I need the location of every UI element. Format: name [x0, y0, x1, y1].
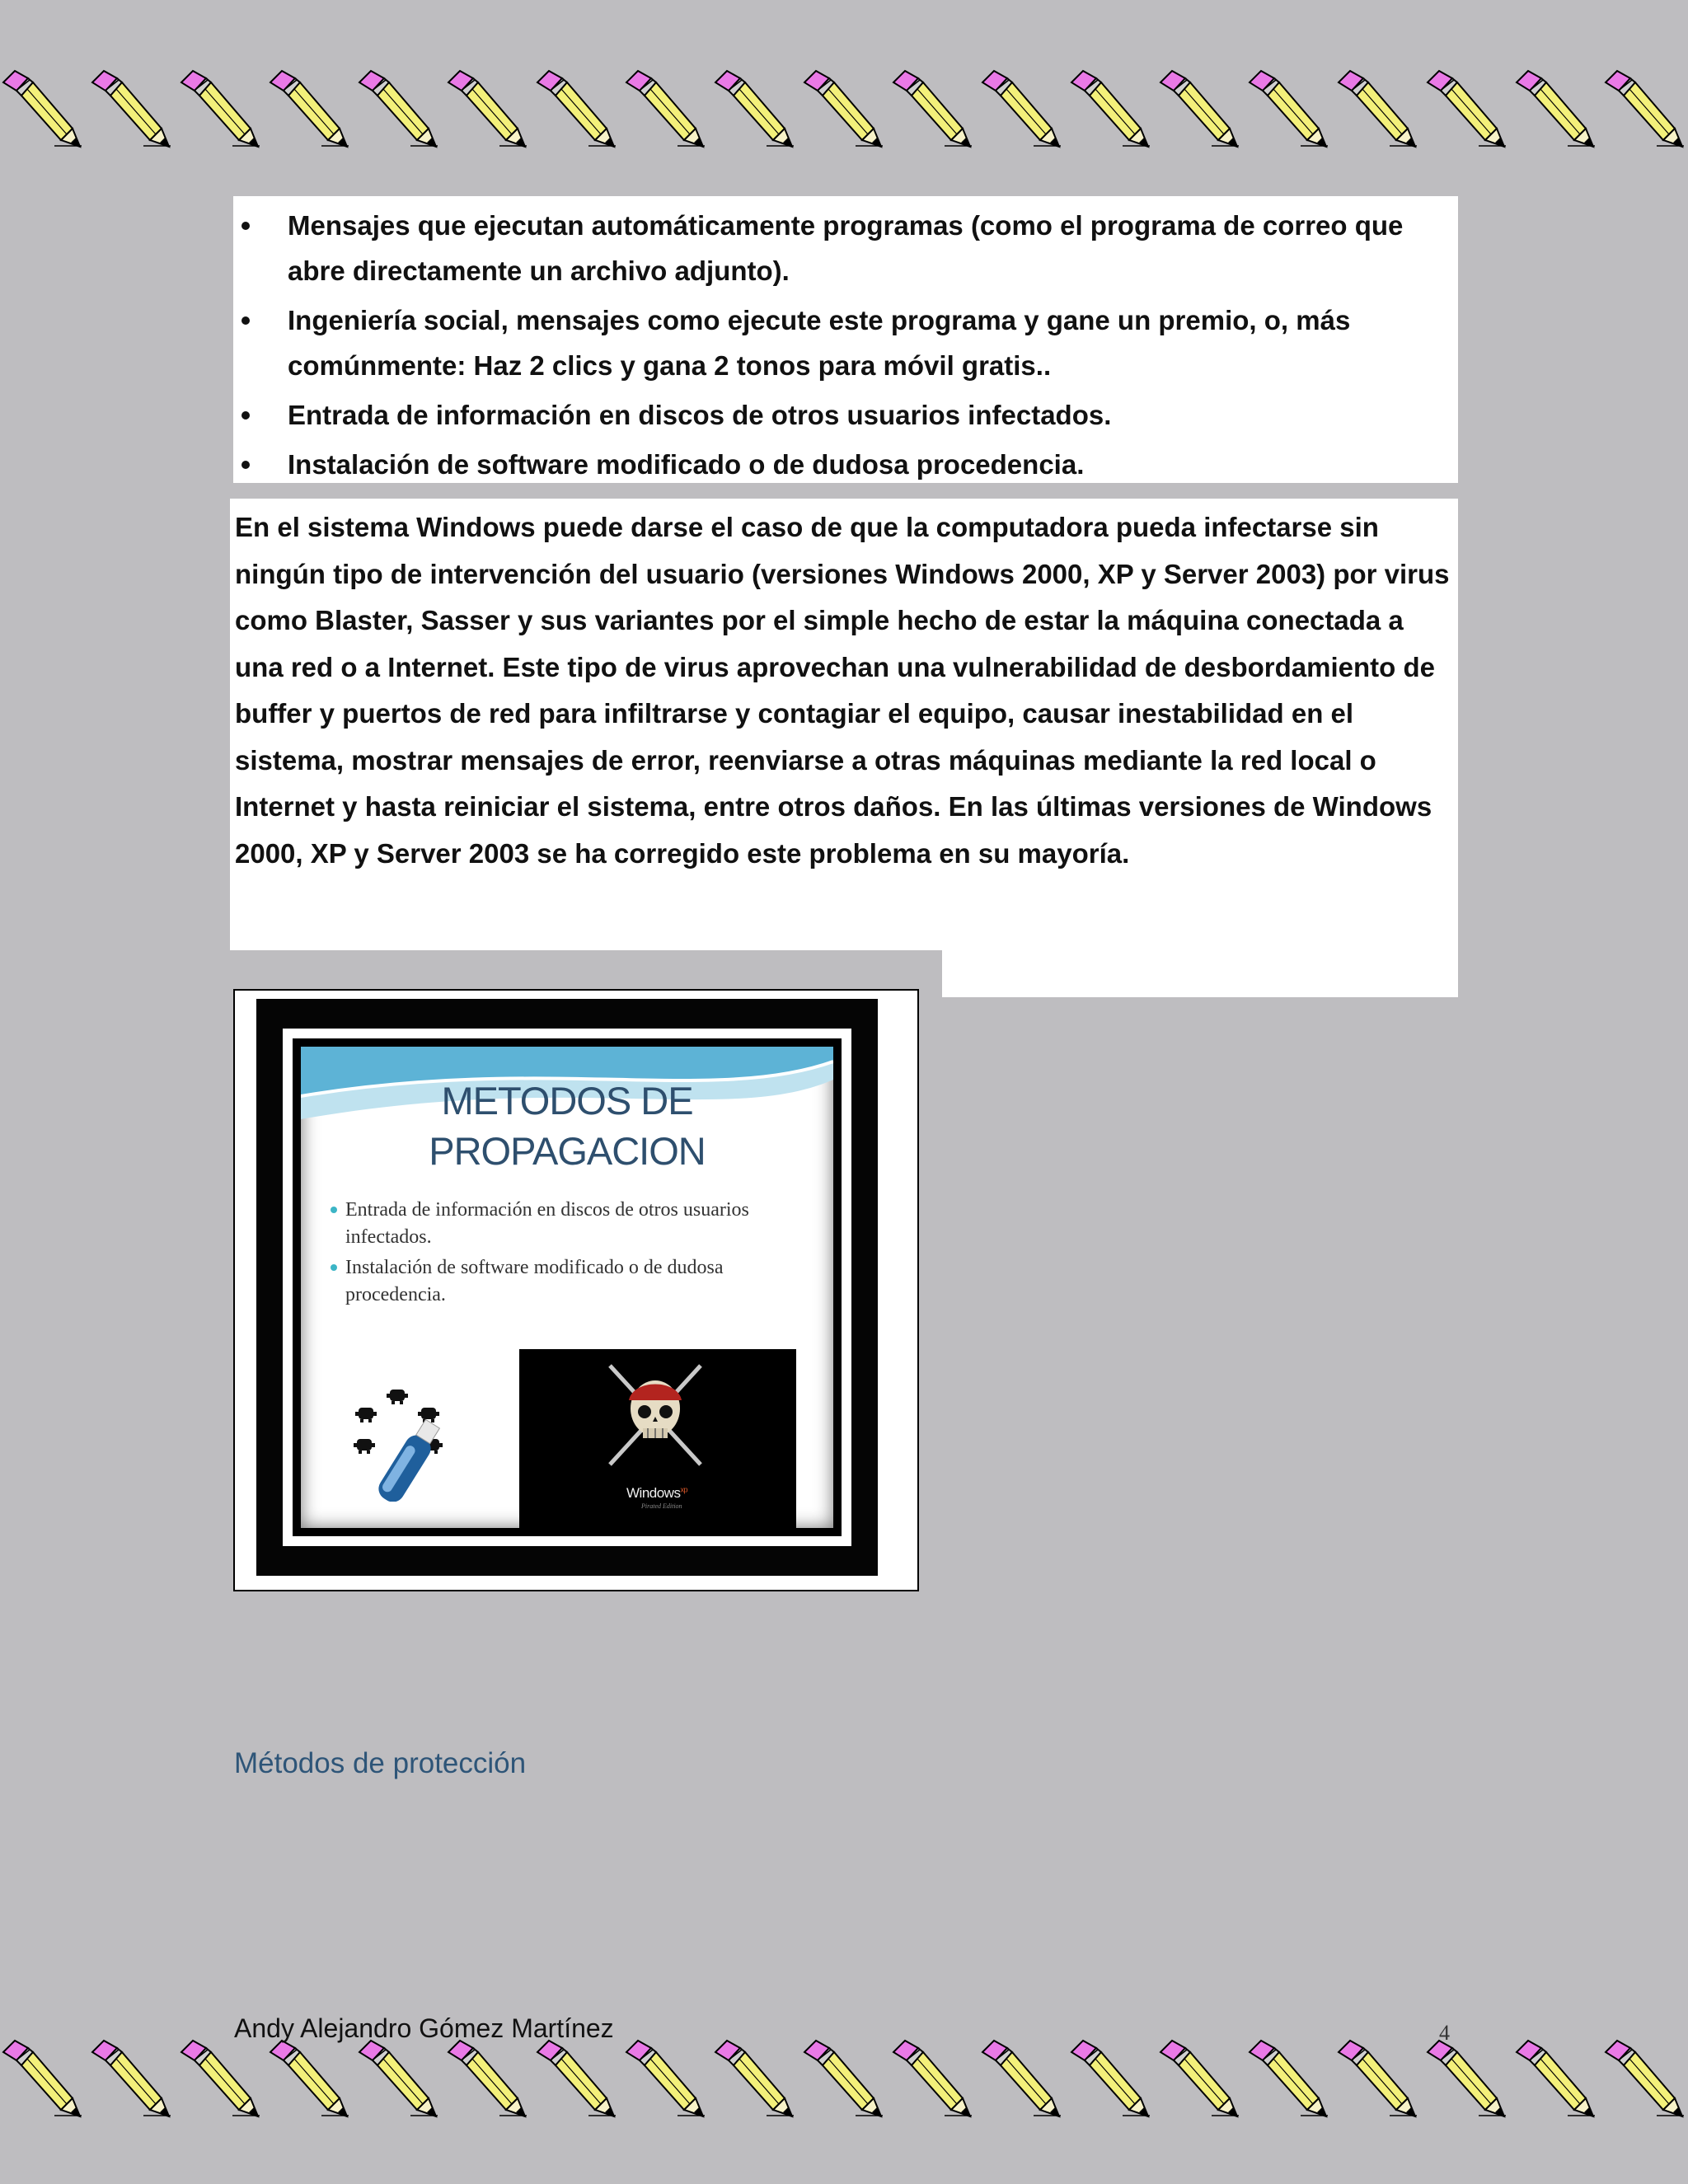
bullet-list	[233, 203, 1448, 487]
pirate-windows-image	[519, 1349, 796, 1528]
pencil-icon	[1157, 2036, 1240, 2118]
list-item-text: Instalación de software modificado o de dudosa procedencia.	[288, 449, 1085, 480]
bullet-icon	[241, 222, 250, 230]
list-item	[233, 392, 1448, 438]
list-item	[233, 203, 1448, 293]
pencil-icon	[1602, 66, 1685, 148]
slide-bullet-icon	[331, 1264, 337, 1271]
slide-inner-border	[293, 1038, 842, 1536]
pencil-icon	[1068, 66, 1151, 148]
pencil-icon	[534, 66, 617, 148]
pencil-icon	[1246, 2036, 1329, 2118]
footer-author: Andy Alejandro Gómez Martínez	[234, 2013, 614, 2043]
bullet-icon	[241, 411, 250, 419]
pencil-icon	[178, 2036, 260, 2118]
list-item-text: Ingeniería social, mensajes como ejecute este programa y gane un premio, o, más comúnmente: Haz 2 clics y gana 2 tonos para móvil gratis..	[288, 305, 1351, 381]
usb-drive-icon	[350, 1386, 457, 1502]
pencil-icon	[1335, 2036, 1418, 2118]
pencil-icon	[1513, 2036, 1596, 2118]
pencil-icon	[356, 2036, 438, 2118]
slide-bullet-item	[331, 1254, 804, 1309]
slide-bullet-item	[331, 1197, 804, 1251]
section-heading: Métodos de protección	[234, 1747, 527, 1779]
windows-edition-text: Pirated Edition	[641, 1502, 682, 1510]
slide-content	[301, 1047, 833, 1528]
pencil-icon	[1157, 66, 1240, 148]
bullet-icon	[241, 316, 250, 325]
slide-title-line-1: METODOS DE	[441, 1079, 693, 1122]
pencil-icon	[1246, 66, 1329, 148]
slide-image	[233, 989, 919, 1591]
pencil-icon	[445, 66, 528, 148]
slide-white-border	[283, 1029, 851, 1546]
list-item-text: Mensajes que ejecutan automáticamente programas (como el programa de correo que abre directamente un archivo adjunto).	[288, 210, 1404, 286]
pencil-icon	[534, 2036, 617, 2118]
slide-bullet-text: Entrada de información en discos de otros usuarios infectados.	[345, 1199, 749, 1248]
list-item-text: Entrada de información en discos de otros usuarios infectados.	[288, 400, 1112, 430]
list-item	[233, 442, 1448, 487]
pencil-icon	[1424, 66, 1507, 148]
pencil-icon	[979, 66, 1062, 148]
pencil-icon	[267, 66, 349, 148]
bullet-list-box	[233, 196, 1458, 483]
slide-outer-border	[256, 999, 878, 1576]
pencil-icon	[890, 2036, 973, 2118]
paragraph-text: En el sistema Windows puede darse el caso de que la computadora pueda infectarse sin ningún tipo de intervención del usuario (versiones Windows 2000, XP y Server 2003) por virus como Blaster, Sasser y sus variantes por el simple hecho de estar la máquina conectada a una red o a Internet. Este tipo de virus aprovechan una vulnerabilidad de desbordamiento de buffer y puertos de red para infiltrarse y contagiar el equipo, causar inestabilidad en el sistema, mostrar mensajes de error, reenviarse a otras máquinas mediante la red local o Internet y hasta reiniciar el sistema, entre otros daños. En las últimas versiones de Windows 2000, XP y Server 2003 se ha corregido este problema en su mayoría.	[235, 512, 1450, 869]
slide-bullet-list	[331, 1197, 804, 1312]
list-item	[233, 298, 1448, 388]
pencil-icon	[623, 66, 706, 148]
pencil-icon	[1424, 2036, 1507, 2118]
pencil-icon	[178, 66, 260, 148]
pencil-border-bottom	[0, 2036, 1688, 2118]
slide-bullet-text: Instalación de software modificado o de dudosa procedencia.	[345, 1257, 724, 1305]
pencil-icon	[1335, 66, 1418, 148]
pencil-icon	[1068, 2036, 1151, 2118]
pencil-icon	[1602, 2036, 1685, 2118]
pencil-icon	[0, 2036, 82, 2118]
bullet-icon	[241, 461, 250, 469]
pencil-icon	[890, 66, 973, 148]
pirate-skull-icon	[602, 1357, 709, 1473]
slide-title-line-2: PROPAGACION	[429, 1129, 706, 1173]
pencil-icon	[445, 2036, 528, 2118]
paragraph-box	[230, 499, 1458, 950]
pencil-icon	[1513, 66, 1596, 148]
pencil-icon	[89, 66, 171, 148]
slide-bullet-icon	[331, 1207, 337, 1213]
pencil-icon	[267, 2036, 349, 2118]
paragraph-box-extension	[942, 948, 1458, 997]
pencil-border-top	[0, 66, 1688, 148]
pencil-icon	[712, 2036, 795, 2118]
pencil-icon	[356, 66, 438, 148]
pencil-icon	[0, 66, 82, 148]
pencil-icon	[623, 2036, 706, 2118]
pencil-icon	[89, 2036, 171, 2118]
pencil-icon	[979, 2036, 1062, 2118]
windows-logo-text: Windows$^{xp}$	[626, 1485, 687, 1501]
pencil-icon	[712, 66, 795, 148]
pencil-icon	[801, 66, 884, 148]
pencil-icon	[801, 2036, 884, 2118]
page-number: 4	[1439, 2021, 1450, 2045]
